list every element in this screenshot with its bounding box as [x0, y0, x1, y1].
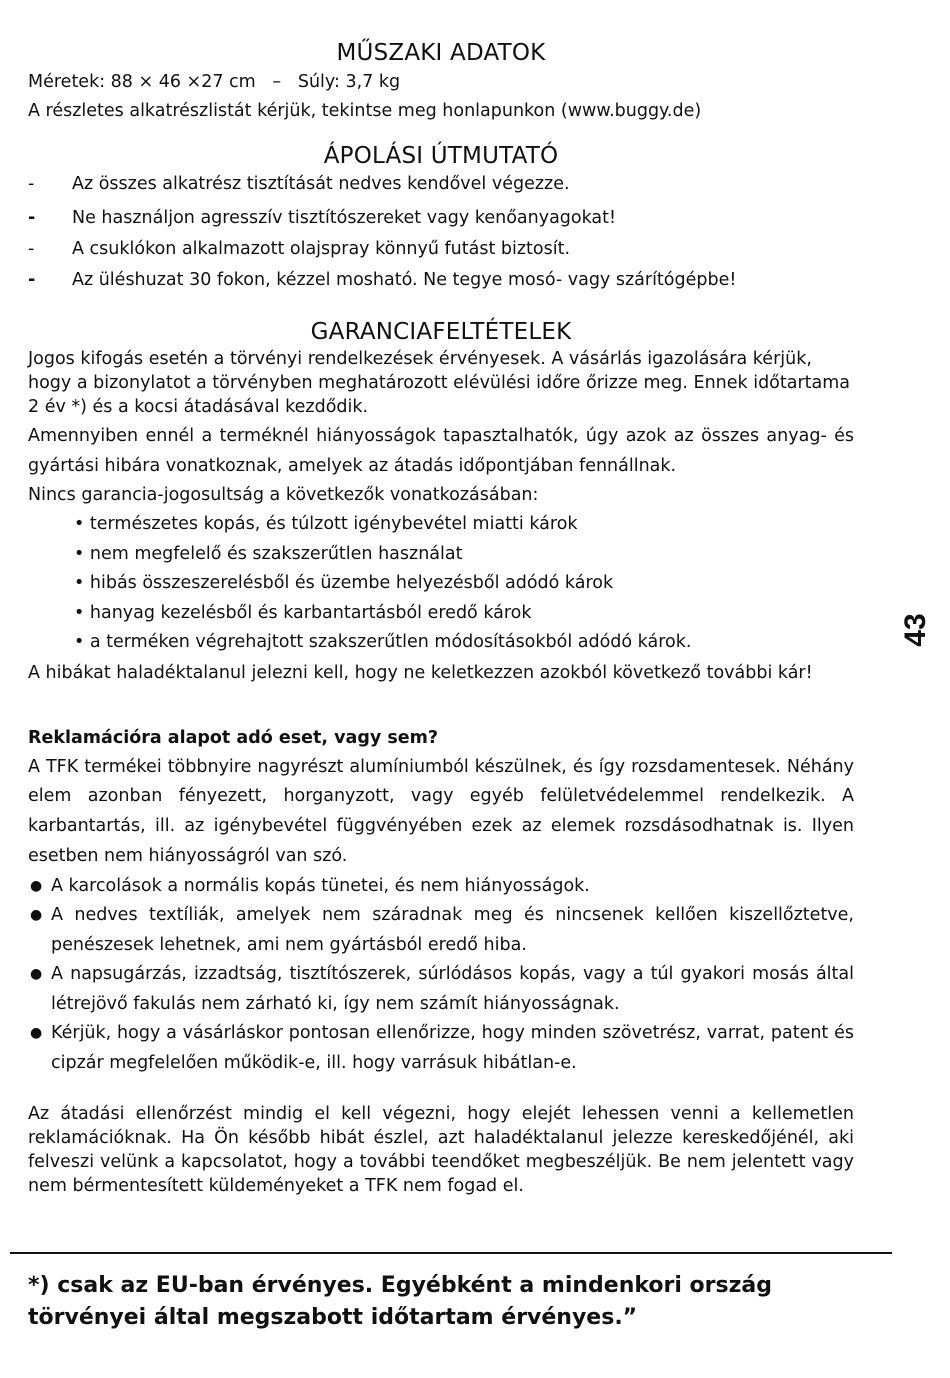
care-item-text: Az üléshuzat 30 fokon, kézzel mosható. Ne tegye mosó- vagy szárítógépbe!	[72, 270, 737, 290]
complaint-item-text: Kérjük, hogy a vásárláskor pontosan ellenőrizze, hogy minden szövetrész, varrat, patent és cipzár megfelelően működik-e, ill. hogy varrásuk hibátlan-e.	[51, 1023, 854, 1073]
care-list	[28, 171, 854, 296]
care-item-text: A csuklókon alkalmazott olajspray könnyű futást biztosít.	[72, 239, 571, 259]
list-item	[28, 265, 854, 296]
list-item	[28, 872, 854, 902]
list-item: • a terméken végrehajtott szakszerűtlen módosításokból adódó károk.	[74, 632, 692, 652]
page-number: 43	[899, 613, 932, 647]
list-item: • természetes kopás, és túlzott igénybevétel miatti károk	[74, 514, 578, 534]
bullet-marker: ●	[30, 907, 43, 924]
dash-marker: -	[28, 208, 36, 228]
dash-marker: -	[28, 174, 35, 194]
footnote-divider	[10, 1252, 892, 1254]
warranty-paragraph-1: Jogos kifogás esetén a törvényi rendelkezések érvényesek. A vásárlás igazolására kérjük, hogy a bizonylatot a törvényben meghatározott elévülési időre őrizze meg. Ennek időtartama 2 év *) és a kocsi átadásával kezdődik.	[28, 349, 851, 417]
list-item: • hibás összeszerelésből és üzembe helyezésből adódó károk	[74, 573, 614, 593]
warranty-title: GARANCIAFELTÉTELEK	[310, 319, 572, 345]
list-item	[28, 171, 854, 197]
list-item	[28, 1019, 854, 1078]
complaint-list	[28, 872, 854, 1079]
specs-dimensions: Méretek: 88 × 46 ×27 cm – Súly: 3,7 kg	[28, 72, 401, 92]
specs-parts-list: A részletes alkatrészlistát kérjük, tekintse meg honlapunkon (www.buggy.de)	[28, 101, 702, 121]
complaint-paragraph-1: A TFK termékei többnyire nagyrészt alumíniumból készülnek, és így rozsdamentesek. Néhány elem azonban fényezett, horganyzott, vagy egyéb felületvédelemmel rendelkezik. A karbantartás, ill. az igénybevétel függvényében ezek az elemek rozsdásodhatnak is. Ilyen esetben nem hiányosságról van szó.	[28, 756, 854, 866]
footnote: *) csak az EU-ban érvényes. Egyébként a mindenkori ország törvényei által megszabott időtartam érvényes.”	[28, 1273, 773, 1330]
list-item	[28, 203, 854, 234]
dash-marker: -	[28, 239, 35, 259]
specs-title: MŰSZAKI ADATOK	[336, 40, 546, 66]
list-item	[28, 234, 854, 265]
list-item: • nem megfelelő és szakszerűtlen használat	[74, 543, 463, 564]
complaint-paragraph-2: Az átadási ellenőrzést mindig el kell végezni, hogy elejét lehessen venni a kellemetlen reklamációknak. Ha Ön később hibát észlel, azt haladéktalanul jelezze kereskedőjénél, aki felveszi velünk a kapcsolatot, hogy a további teendőket megbeszéljük. Be nem jelentett vagy nem bérmentesített küldeményeket a TFK nem fogad el.	[28, 1104, 854, 1197]
bullet-marker: ●	[30, 1025, 43, 1042]
warranty-paragraph-4: A hibákat haladéktalanul jelezni kell, hogy ne keletkezzen azokból következő további kár!	[28, 662, 813, 683]
warranty-paragraph-2: Amennyiben ennél a terméknél hiányosságok tapasztalhatók, úgy azok az összes anyag- és gyártási hibára vonatkoznak, amelyek az átadás időpontjában fennállnak.	[28, 426, 854, 476]
complaint-heading: Reklamációra alapot adó eset, vagy sem?	[28, 727, 439, 748]
care-item-text: Az összes alkatrész tisztítását nedves kendővel végezze.	[72, 174, 570, 194]
page-content	[28, 38, 854, 1198]
warranty-exclusions-list	[28, 510, 854, 658]
care-title: ÁPOLÁSI ÚTMUTATÓ	[323, 143, 559, 169]
bullet-marker: ●	[30, 877, 43, 894]
warranty-paragraph-3: Nincs garancia-jogosultság a következők vonatkozásában:	[28, 485, 539, 505]
dash-marker: -	[28, 270, 36, 290]
complaint-item-text: A karcolások a normális kopás tünetei, és nem hiányosságok.	[51, 875, 590, 896]
bullet-marker: ●	[30, 966, 43, 983]
care-item-text: Ne használjon agresszív tisztítószereket vagy kenőanyagokat!	[72, 208, 617, 228]
list-item	[28, 901, 854, 960]
list-item	[28, 960, 854, 1019]
complaint-item-text: A napsugárzás, izzadtság, tisztítószerek, súrlódásos kopás, vagy a túl gyakori mosás által létrejövő fakulás nem zárható ki, így nem számít hiányosságnak.	[51, 964, 854, 1014]
list-item: • hanyag kezelésből és karbantartásból eredő károk	[74, 602, 532, 623]
complaint-item-text: A nedves textíliák, amelyek nem száradnak meg és nincsenek kellően kiszellőztetve, penészesek lehetnek, ami nem gyártásból eredő hiba.	[51, 905, 854, 955]
